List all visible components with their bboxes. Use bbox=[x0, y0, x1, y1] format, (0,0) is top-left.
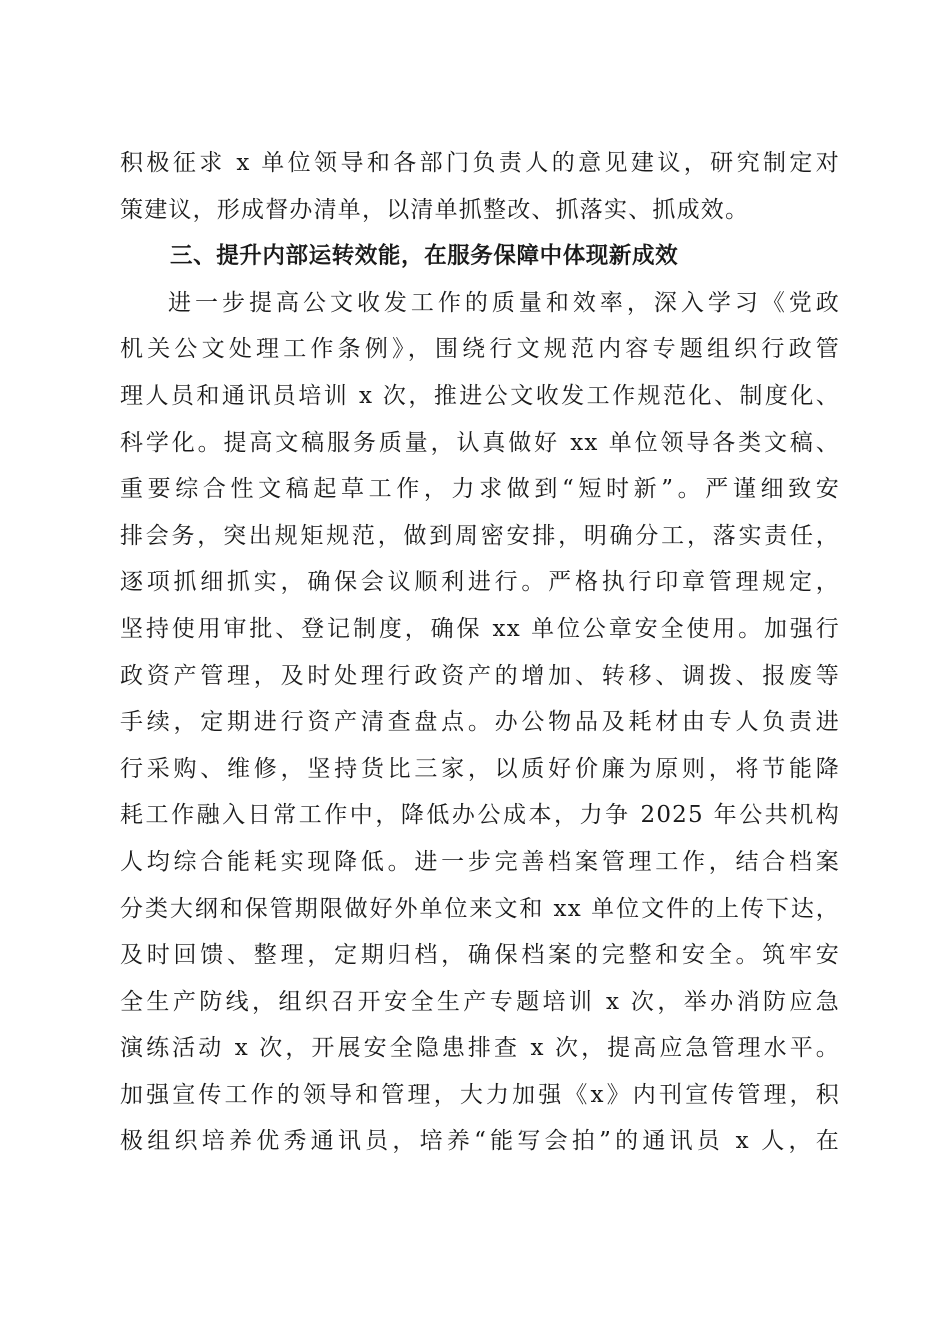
body-line: 分类大纲和保管期限做好外单位来文和 xx 单位文件的上传下达， bbox=[120, 895, 840, 922]
body-line: 积极征求 x 单位领导和各部门负责人的意见建议，研究制定对 bbox=[120, 150, 840, 176]
body-line: 逐项抓细抓实，确保会议顺利进行。严格执行印章管理规定， bbox=[120, 569, 840, 596]
section-heading: 三、提升内部运转效能，在服务保障中体现新成效 bbox=[170, 243, 679, 270]
body-line: 机关公文处理工作条例》，围绕行文规范内容专题组织行政管 bbox=[120, 336, 840, 363]
body-line: 重要综合性文稿起草工作，力求做到“短时新”。严谨细致安 bbox=[120, 476, 840, 503]
body-line: 人均综合能耗实现降低。进一步完善档案管理工作，结合档案 bbox=[120, 848, 840, 875]
body-line: 理人员和通讯员培训 x 次，推进公文收发工作规范化、制度化、 bbox=[120, 382, 840, 409]
body-line: 演练活动 x 次，开展安全隐患排查 x 次，提高应急管理水平。 bbox=[120, 1035, 840, 1062]
body-line: 极组织培养优秀通讯员，培养“能写会拍”的通讯员 x 人，在 bbox=[120, 1128, 840, 1155]
body-line: 科学化。提高文稿服务质量，认真做好 xx 单位领导各类文稿、 bbox=[120, 429, 840, 456]
body-line: 策建议，形成督办清单，以清单抓整改、抓落实、抓成效。 bbox=[120, 196, 750, 223]
body-line: 加强宣传工作的领导和管理，大力加强《x》内刊宣传管理，积 bbox=[120, 1081, 840, 1108]
body-line: 全生产防线，组织召开安全生产专题培训 x 次，举办消防应急 bbox=[120, 988, 840, 1015]
body-line: 手续，定期进行资产清查盘点。办公物品及耗材由专人负责进 bbox=[120, 709, 840, 736]
body-line: 及时回馈、整理，定期归档，确保档案的完整和安全。筑牢安 bbox=[120, 942, 840, 969]
body-line: 坚持使用审批、登记制度，确保 xx 单位公章安全使用。加强行 bbox=[120, 615, 840, 642]
body-line: 政资产管理，及时处理行政资产的增加、转移、调拨、报废等 bbox=[120, 662, 840, 689]
body-line: 耗工作融入日常工作中，降低办公成本，力争 2025 年公共机构 bbox=[120, 802, 840, 829]
paragraph-first-line: 进一步提高公文收发工作的质量和效率，深入学习《党政 bbox=[168, 289, 840, 316]
document-body bbox=[120, 140, 840, 1165]
body-line: 行采购、维修，坚持货比三家，以质好价廉为原则，将节能降 bbox=[120, 755, 840, 782]
body-line: 排会务，突出规矩规范，做到周密安排，明确分工，落实责任， bbox=[120, 522, 840, 549]
